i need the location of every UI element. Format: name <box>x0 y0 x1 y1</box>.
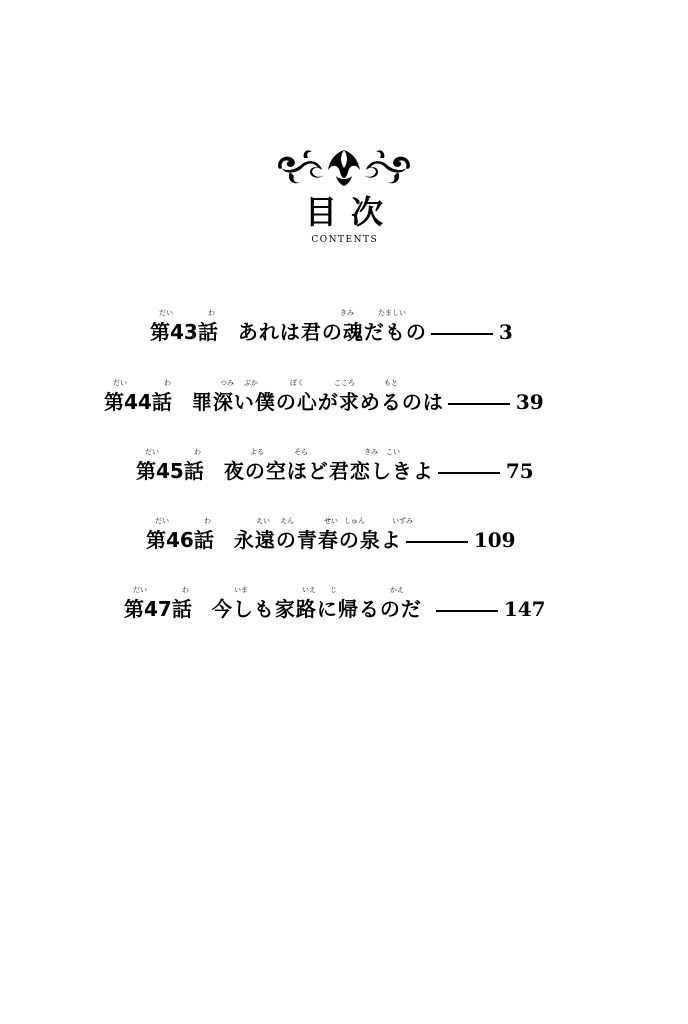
chapter-number: 第44話 <box>104 390 172 414</box>
ruby-text: きみ <box>364 448 378 456</box>
ruby-text: きみ <box>340 309 354 317</box>
page-number: 109 <box>473 528 516 552</box>
toc-entry-46 <box>146 517 516 558</box>
chapter-number: 第45話 <box>136 459 204 483</box>
ruby-text: えい <box>256 517 270 525</box>
leader-dash <box>448 403 510 405</box>
ruby-text: だい <box>159 309 173 317</box>
ruby-text: わ <box>182 586 189 594</box>
ruby-text: わ <box>208 309 215 317</box>
chapter-number: 第43話 <box>150 320 218 344</box>
leader-dash <box>431 333 493 335</box>
toc-entry-45 <box>136 448 534 489</box>
chapter-title: 夜の空ほど君恋しきよ <box>223 459 434 483</box>
chapter-title: 永遠の青春の泉よ <box>233 528 402 552</box>
page-number: 3 <box>498 320 513 344</box>
ruby-text: しゅん <box>344 517 365 525</box>
ruby-text: たましい <box>378 309 406 317</box>
ruby-text: いずみ <box>392 517 413 525</box>
ruby-text: そら <box>294 448 308 456</box>
flourish-ornament-icon <box>274 142 414 190</box>
ruby-text: せい <box>324 517 338 525</box>
ruby-text: だい <box>145 448 159 456</box>
ruby-text: つみ <box>220 379 234 387</box>
leader-dash <box>436 610 498 612</box>
ruby-text: だい <box>133 586 147 594</box>
ruby-text: わ <box>194 448 201 456</box>
toc-entry-43 <box>150 309 513 350</box>
ruby-text: かえ <box>390 586 404 594</box>
page-number: 147 <box>503 597 546 621</box>
ruby-text: いえ <box>302 586 316 594</box>
toc-entry-44 <box>104 379 544 420</box>
ruby-text: えん <box>280 517 294 525</box>
chapter-title: 罪深い僕の心が求めるのは <box>191 390 444 414</box>
ruby-text: いま <box>234 586 248 594</box>
page-title: 目次 <box>304 193 397 231</box>
chapter-title: 今しも家路に帰るのだ <box>211 597 422 621</box>
ruby-text: ぼく <box>290 379 304 387</box>
chapter-number: 第46話 <box>146 528 214 552</box>
chapter-title: あれは君の魂だもの <box>237 320 427 344</box>
ruby-text: わ <box>164 379 171 387</box>
ruby-text: こい <box>386 448 400 456</box>
ruby-text: よる <box>250 448 264 456</box>
ruby-text: だい <box>113 379 127 387</box>
toc-entry-47 <box>124 586 546 627</box>
ruby-text: もと <box>384 379 398 387</box>
page-number: 39 <box>515 390 544 414</box>
chapter-number: 第47話 <box>124 597 192 621</box>
leader-dash <box>438 472 500 474</box>
ruby-text: わ <box>204 517 211 525</box>
ruby-text: ぶか <box>244 379 258 387</box>
leader-dash <box>406 541 468 543</box>
page-number: 75 <box>505 459 534 483</box>
ruby-text: じ <box>330 586 337 594</box>
page-subtitle: CONTENTS <box>311 235 379 245</box>
ruby-text: だい <box>155 517 169 525</box>
ruby-text: こころ <box>334 379 355 387</box>
